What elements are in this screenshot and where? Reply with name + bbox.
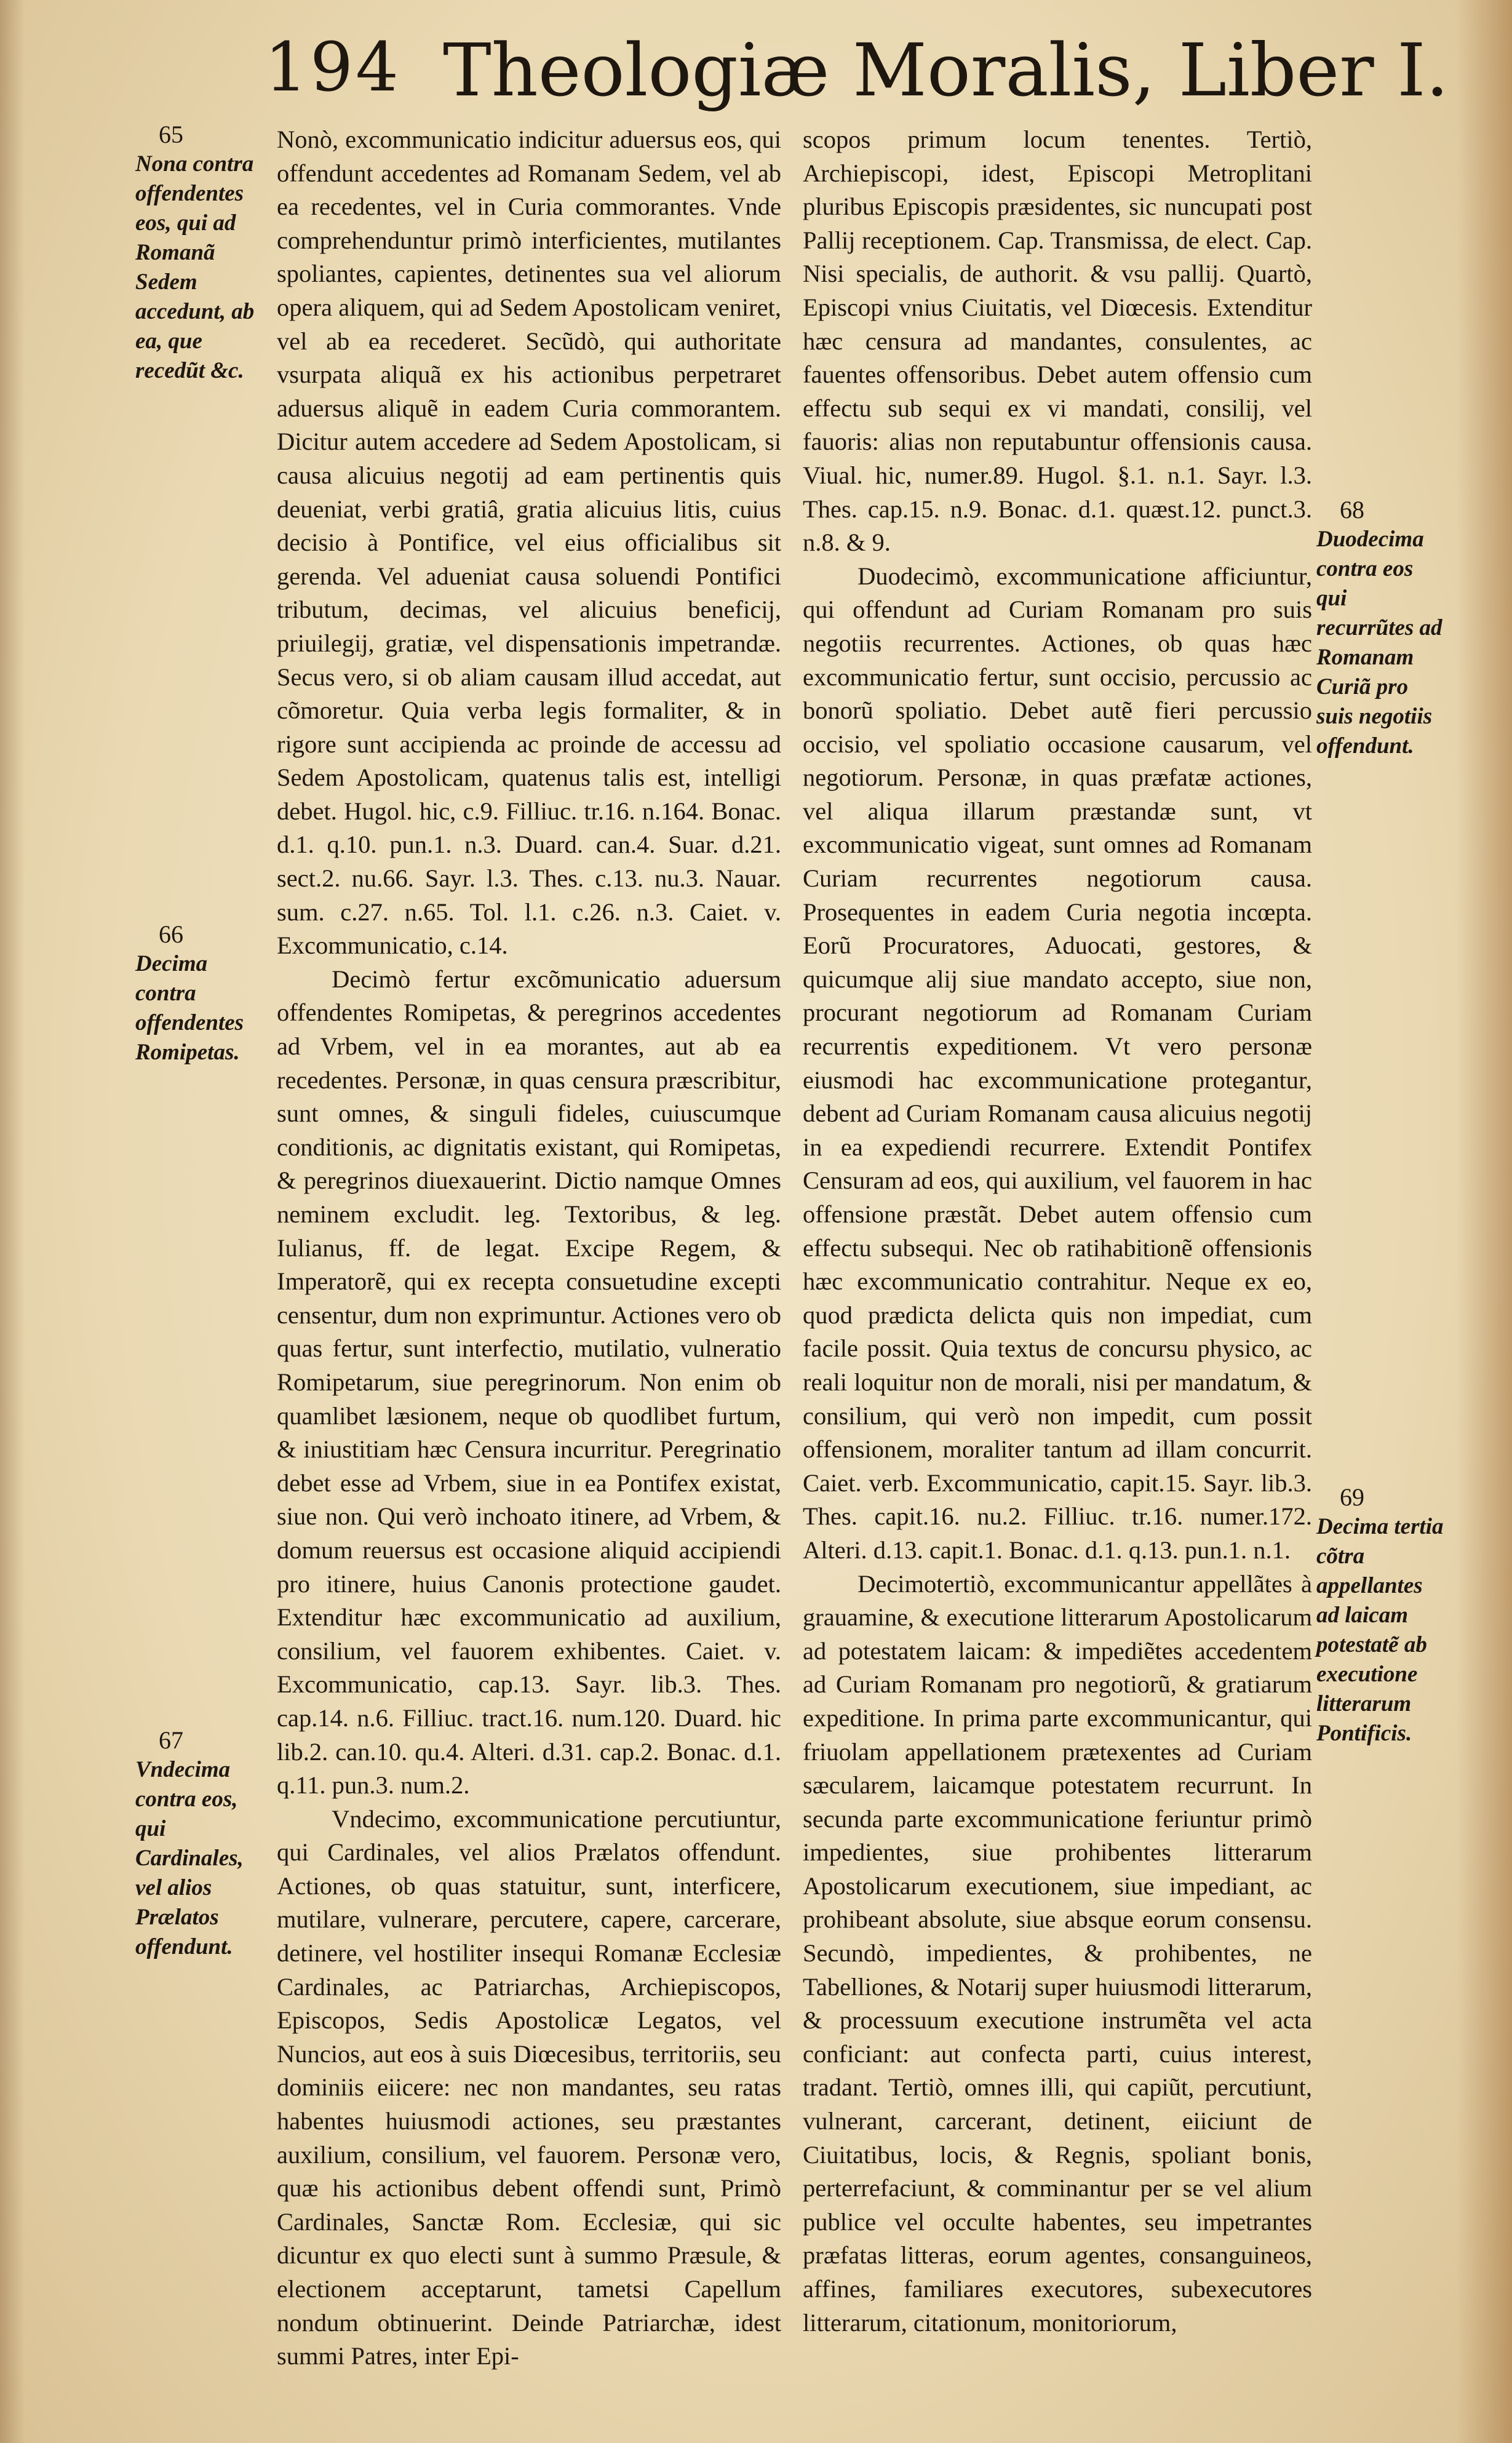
right-text-column [803, 123, 1312, 2340]
paragraph: Decimò fertur excõmunicatio aduersum offendentes Romipetas, & peregrinos accedentes ad Vrbem, vel in ea morantes, aut ab ea recedentes. Personæ, in quas censura præscribitur, sunt omnes, & singuli fideles, cuiuscumque conditionis, ac dignitatis existant, qui Romipetas, & peregrinos diuexauerint. Dictio namque Omnes neminem excludit. leg. Textoribus, & leg. Iulianus, ff. de legat. Excipe Regem, & Imperatorẽ, qui ex recepta consuetudine excepti censentur, dum non exprimuntur. Actiones vero ob quas fertur, sunt interfectio, mutilatio, vulneratio Romipetarum, siue peregrinorum. Non enim ob quamlibet læsionem, neque ob quodlibet furtum, & iniustitiam hæc Censura incurritur. Peregrinatio debet esse ad Vrbem, siue in ea Pontifex existat, siue non. Qui verò inchoato itinere, ad Vrbem, & domum reuersus est occasione aliquid accipiendi pro itinere, huius Canonis protectione gaudet. Extenditur hæc excommunicatio ad auxilium, consilium, vel fauorem exhibentes. Caiet. v. Excommunicatio, cap.13. Sayr. lib.3. Thes. cap.14. n.6. Filliuc. tract.16. num.120. Duard. hic lib.2. can.10. qu.4. Alteri. d.31. cap.2. Bonac. d.1. q.11. pun.3. num.2. [277, 965, 781, 1799]
margin-note-65 [135, 120, 271, 386]
margin-note-text: Vndecima contra eos, qui Cardinales, vel alios Prælatos offendunt. [135, 1757, 244, 1959]
margin-note-67 [135, 1726, 271, 1962]
paragraph: Duodecimò, excommunicatione afficiuntur, qui offendunt ad Curiam Romanam pro suis negotiis recurrentes. Actiones, ob quas hæc excommunicatio fertur, sunt occisio, percussio ac bonorũ spoliatio. Debet autẽ fieri percussio occisio, vel spoliatio occasione causarum, vel negotiorum. Personæ, in quas præfatæ actiones, vel aliqua illarum præstandæ sunt, vt excommunicatio vigeat, sunt omnes ad Romanam Curiam recurrentes negotiorum causa. Prosequentes in eadem Curia negotia incœpta. Eorũ Procuratores, Aduocati, gestores, & quicumque alij siue mandato accepto, siue non, procurant negotiorum ad Romanam Curiam recurrentis expeditionem. Vt vero personæ eiusmodi hac excommunicatione protegantur, debent ad Curiam Romanam causa alicuius negotij in ea expediendi recurrere. Extendit Pontifex Censuram ad eos, qui auxilium, vel fauorem in hac offensione præstãt. Debet autem offensio cum effectu subsequi. Nec ob ratihabitionẽ offensionis hæc excommunicatio contrahitur. Neque ex eo, quod prædicta delicta quis non impediat, cum facile possit. Quia textus de concursu physico, ac reali loquitur non de morali, nisi per mandatum, & consilium, qui verò non impedit, cum possit offensionem, moraliter tantum ad illam concurrit. Caiet. verb. Excommunicatio, capit.15. Sayr. lib.3. Thes. capit.16. nu.2. Filliuc. tr.16. numer.172. Alteri. d.13. capit.1. Bonac. d.1. q.13. pun.1. n.1. [803, 562, 1312, 1564]
margin-note-text: Decima tertia cõtra appellantes ad laicam potestatẽ ab executione litterarum Pontificis. [1316, 1514, 1444, 1746]
margin-note-66 [135, 920, 271, 1067]
page-number: 194 [265, 28, 401, 106]
running-title: Theologiæ Moralis, Liber I. [443, 28, 1449, 113]
page-edge-shadow [1457, 0, 1512, 2443]
margin-note-number: 67 [159, 1726, 183, 1754]
paragraph: Decimotertiò, excommunicantur appellãtes à grauamine, & executione litterarum Apostolicarum ad potestatem laicam: & impediẽtes accedentem ad Curiam Romanam pro negotiorũ, & gratiarum expeditione. In prima parte excommunicantur, qui friuolam appellationem prætexentes ad Curiam sæcularem, laicamque potestatem recurrunt. In secunda parte excommunicatione feriuntur primò impedientes, siue prohibentes litterarum Apostolicarum executionem, siue impediant, ac prohibeant absolute, siue absque eorum consensu. Secundò, impedientes, & prohibentes, ne Tabelliones, & Notarij super huiusmodi litterarum, & processuum executione instrumẽta vel acta conficiant: aut confecta parti, cuius interest, tradant. Tertiò, omnes illi, qui capiũt, percutiunt, vulnerant, carcerant, detinent, eiiciunt de Ciuitatibus, locis, & Regnis, spoliant bonis, perterrefaciunt, & comminantur per se vel alium publice vel occulte habentes, seu impetrantes præfatas litteras, eorum agentes, consanguineos, affines, familiares executores, subexecutores litterarum, citationum, monitoriorum, [803, 1569, 1312, 2337]
margin-note-text: Nona contra offendentes eos, qui ad Romanã Sedem accedunt, ab ea, que recedũt &c. [135, 151, 255, 383]
paragraph: scopos primum locum tenentes. Tertiò, Archiepiscopi, idest, Episcopi Metroplitani pluribus Episcopis præsidentes, sic nuncupati post Pallij receptionem. Cap. Transmissa, de elect. Cap. Nisi specialis, de authorit. & vsu pallij. Quartò, Episcopi vnius Ciuitatis, vel Diœcesis. Extenditur hæc censura ad mandantes, consulentes, ac fauentes offensoribus. Debet autem offensio cum effectu sub sequi ex vi mandati, consilij, vel fauoris: alias non reputabuntur offensionis causa. Viual. hic, numer.89. Hugol. §.1. n.1. Sayr. l.3. Thes. cap.15. n.9. Bonac. d.1. quæst.12. punct.3. n.8. & 9. [803, 126, 1312, 557]
paragraph: Nonò, excommunicatio indicitur aduersus eos, qui offendunt accedentes ad Romanam Sedem, vel ab ea recedentes, vel in Curia commorantes. Vnde comprehenduntur primò interficientes, mutilantes spoliantes, capientes, detinentes sua vel aliorum opera aliquem, qui ad Sedem Apostolicam veniret, vel ab ea recederet. Secũdò, qui authoritate vsurpata aliquã ex his actionibus perpetraret aduersus aliquẽ in eadem Curia commorantem. Dicitur autem accedere ad Sedem Apostolicam, si causa alicuius negotij ad eam pertinentis quis deueniat, verbi gratiâ, gratia alicuius litis, cuius decisio à Pontifice, vel eius officialibus sit gerenda. Vel adueniat causa soluendi Pontifici tributum, decimas, vel alicuius beneficij, priuilegij, gratiæ, vel dispensationis impetrandæ. Secus vero, si ob aliam causam illud accedat, aut cõmoretur. Quia verba legis formaliter, & in rigore sunt accipienda ac proinde de accessu ad Sedem Apostolicam, quatenus talis est, intelligi debet. Hugol. hic, c.9. Filliuc. tr.16. n.164. Bonac. d.1. q.10. pun.1. n.3. Duard. can.4. Suar. d.21. sect.2. nu.66. Sayr. l.3. Thes. c.13. nu.3. Nauar. sum. c.27. n.65. Tol. l.1. c.26. n.3. Caiet. v. Excommunicatio, c.14. [277, 126, 781, 960]
margin-note-69 [1316, 1483, 1446, 1748]
margin-note-number: 69 [1340, 1483, 1364, 1511]
margin-note-number: 66 [159, 920, 183, 948]
page-gutter-shadow [0, 0, 25, 2443]
margin-note-text: Decima contra offendentes Romipetas. [135, 951, 244, 1065]
margin-note-number: 68 [1340, 496, 1364, 524]
left-text-column [277, 123, 781, 2373]
margin-note-68 [1316, 495, 1446, 761]
page-header [265, 28, 1470, 120]
margin-note-number: 65 [159, 121, 183, 148]
paragraph: Vndecimo, excommunicatione percutiuntur, qui Cardinales, vel alios Prælatos offendunt. Actiones, ob quas statuitur, sunt, interficere, mutilare, vulnerare, percutere, capere, carcerare, detinere, vel hostiliter insequi Romanæ Ecclesiæ Cardinales, ac Patriarchas, Archiepiscopos, Episcopos, Sedis Apostolicæ Legatos, vel Nuncios, aut eos à suis Diœcesibus, territoriis, seu dominiis eiicere: nec non mandantes, seu ratas habentes huiusmodi actiones, seu præstantes auxilium, consilium, vel fauorem. Personæ vero, quæ his actionibus debent offendi sunt, Primò Cardinales, Sanctæ Rom. Ecclesiæ, qui sic dicuntur ex quo electi sunt à summo Præsule, & electionem acceptarunt, tametsi Capellum nondum obtinuerint. Deinde Patriarchæ, idest summi Patres, inter Epi- [277, 1804, 781, 2370]
margin-note-text: Duodecima contra eos qui recurrũtes ad Romanam Curiã pro suis negotiis offendunt. [1316, 527, 1442, 759]
